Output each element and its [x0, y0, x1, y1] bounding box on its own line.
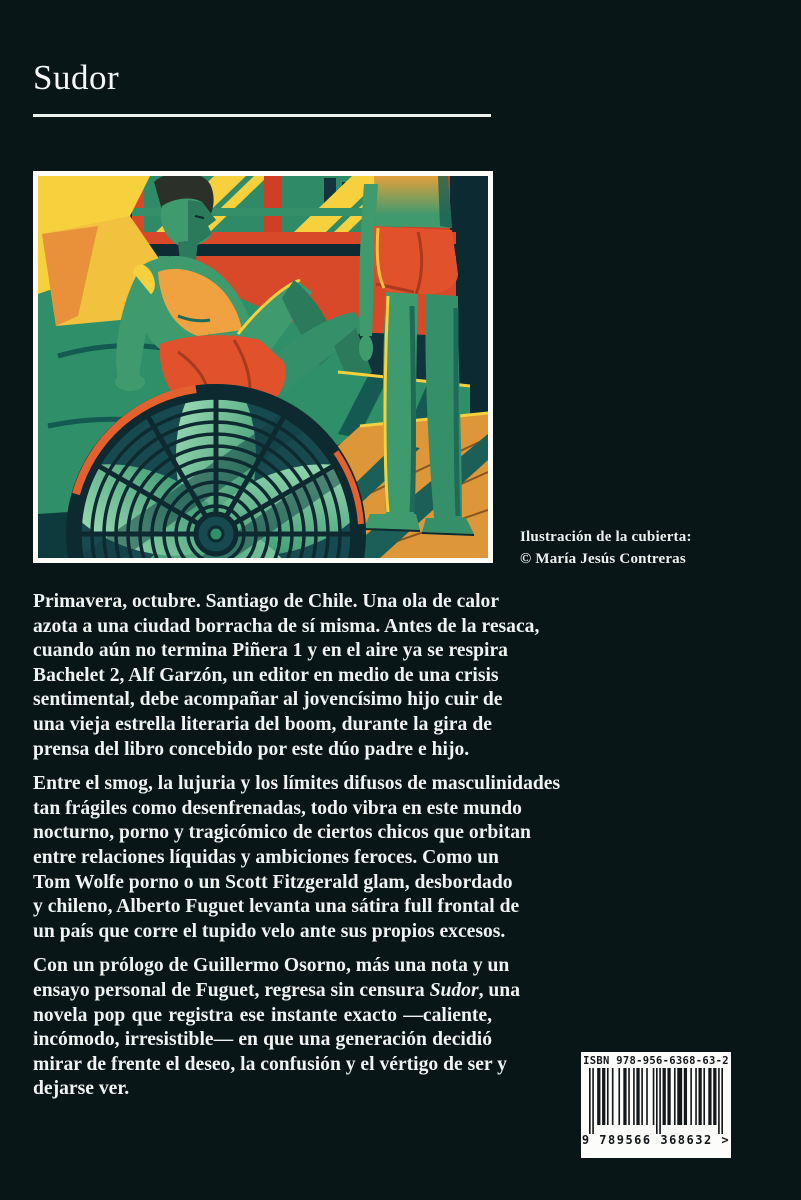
- text-line: nocturno, porno y tragicómico de ciertos chicos que orbitan: [33, 822, 531, 844]
- text-line: cuando aún no termina Piñera 1 y en el aire ya se respira: [33, 640, 508, 662]
- text-line: tan frágiles como desenfrenadas, todo vibra en este mundo: [33, 797, 522, 819]
- text-line: una vieja estrella literaria del boom, durante la gira de: [33, 713, 492, 735]
- isbn-text: ISBN 978-956-6368-63-2: [583, 1055, 729, 1067]
- back-cover-text: [33, 590, 561, 1112]
- barcode-bars-container: [589, 1068, 723, 1134]
- text-line: un país que corre el tupido velo ante sus propios excesos.: [33, 920, 506, 942]
- text-line: entre relaciones líquidas y ambiciones feroces. Como un: [33, 846, 499, 868]
- text-line: Primavera, octubre. Santiago de Chile. Una ola de calor: [33, 591, 500, 612]
- barcode-digits: 9 789566 368632 >: [581, 1133, 731, 1147]
- barcode-bars: [589, 1068, 723, 1134]
- text-line: sentimental, debe acompañar al jovencísimo hijo cuir de: [33, 689, 503, 711]
- text-line: mirar de frente el deseo, la confusión y el vértigo de ser y: [33, 1053, 507, 1075]
- page-title: Sudor: [33, 58, 120, 97]
- cover-illustration: [38, 176, 488, 558]
- paragraph: [33, 954, 520, 1102]
- credit-line-2: © María Jesús Contreras: [520, 551, 686, 567]
- credit-line-1: Ilustración de la cubierta:: [520, 529, 692, 545]
- text-line: Entre el smog, la lujuria y los límites difusos de masculinidades: [33, 773, 561, 795]
- cover-illustration-frame: [33, 171, 493, 563]
- illustration-credit: [520, 526, 692, 570]
- text-line: ensayo personal de Fuguet, regresa sin censura Sudor, una: [33, 979, 520, 1001]
- text-line: novela pop que registra ese instante exacto —caliente,: [33, 1004, 492, 1026]
- text-line: Bachelet 2, Alf Garzón, un editor en medio de una crisis: [33, 664, 499, 686]
- text-line: Tom Wolfe porno o un Scott Fitzgerald glam, desbordado: [33, 871, 513, 893]
- paragraph: [33, 772, 561, 944]
- paragraph: [33, 590, 540, 762]
- text-line: dejarse ver.: [33, 1078, 130, 1100]
- text-line: y chileno, Alberto Fuguet levanta una sátira full frontal de: [33, 896, 520, 918]
- text-line: Con un prólogo de Guillermo Osorno, más una nota y un: [33, 955, 510, 977]
- title-divider: [33, 114, 491, 117]
- text-line: incómodo, irresistible— en que una generación decidió: [33, 1029, 492, 1051]
- text-line: prensa del libro concebido por este dúo padre e hijo.: [33, 738, 470, 760]
- text-line: azota a una ciudad borracha de sí misma. Antes de la resaca,: [33, 615, 540, 637]
- barcode: [581, 1052, 731, 1158]
